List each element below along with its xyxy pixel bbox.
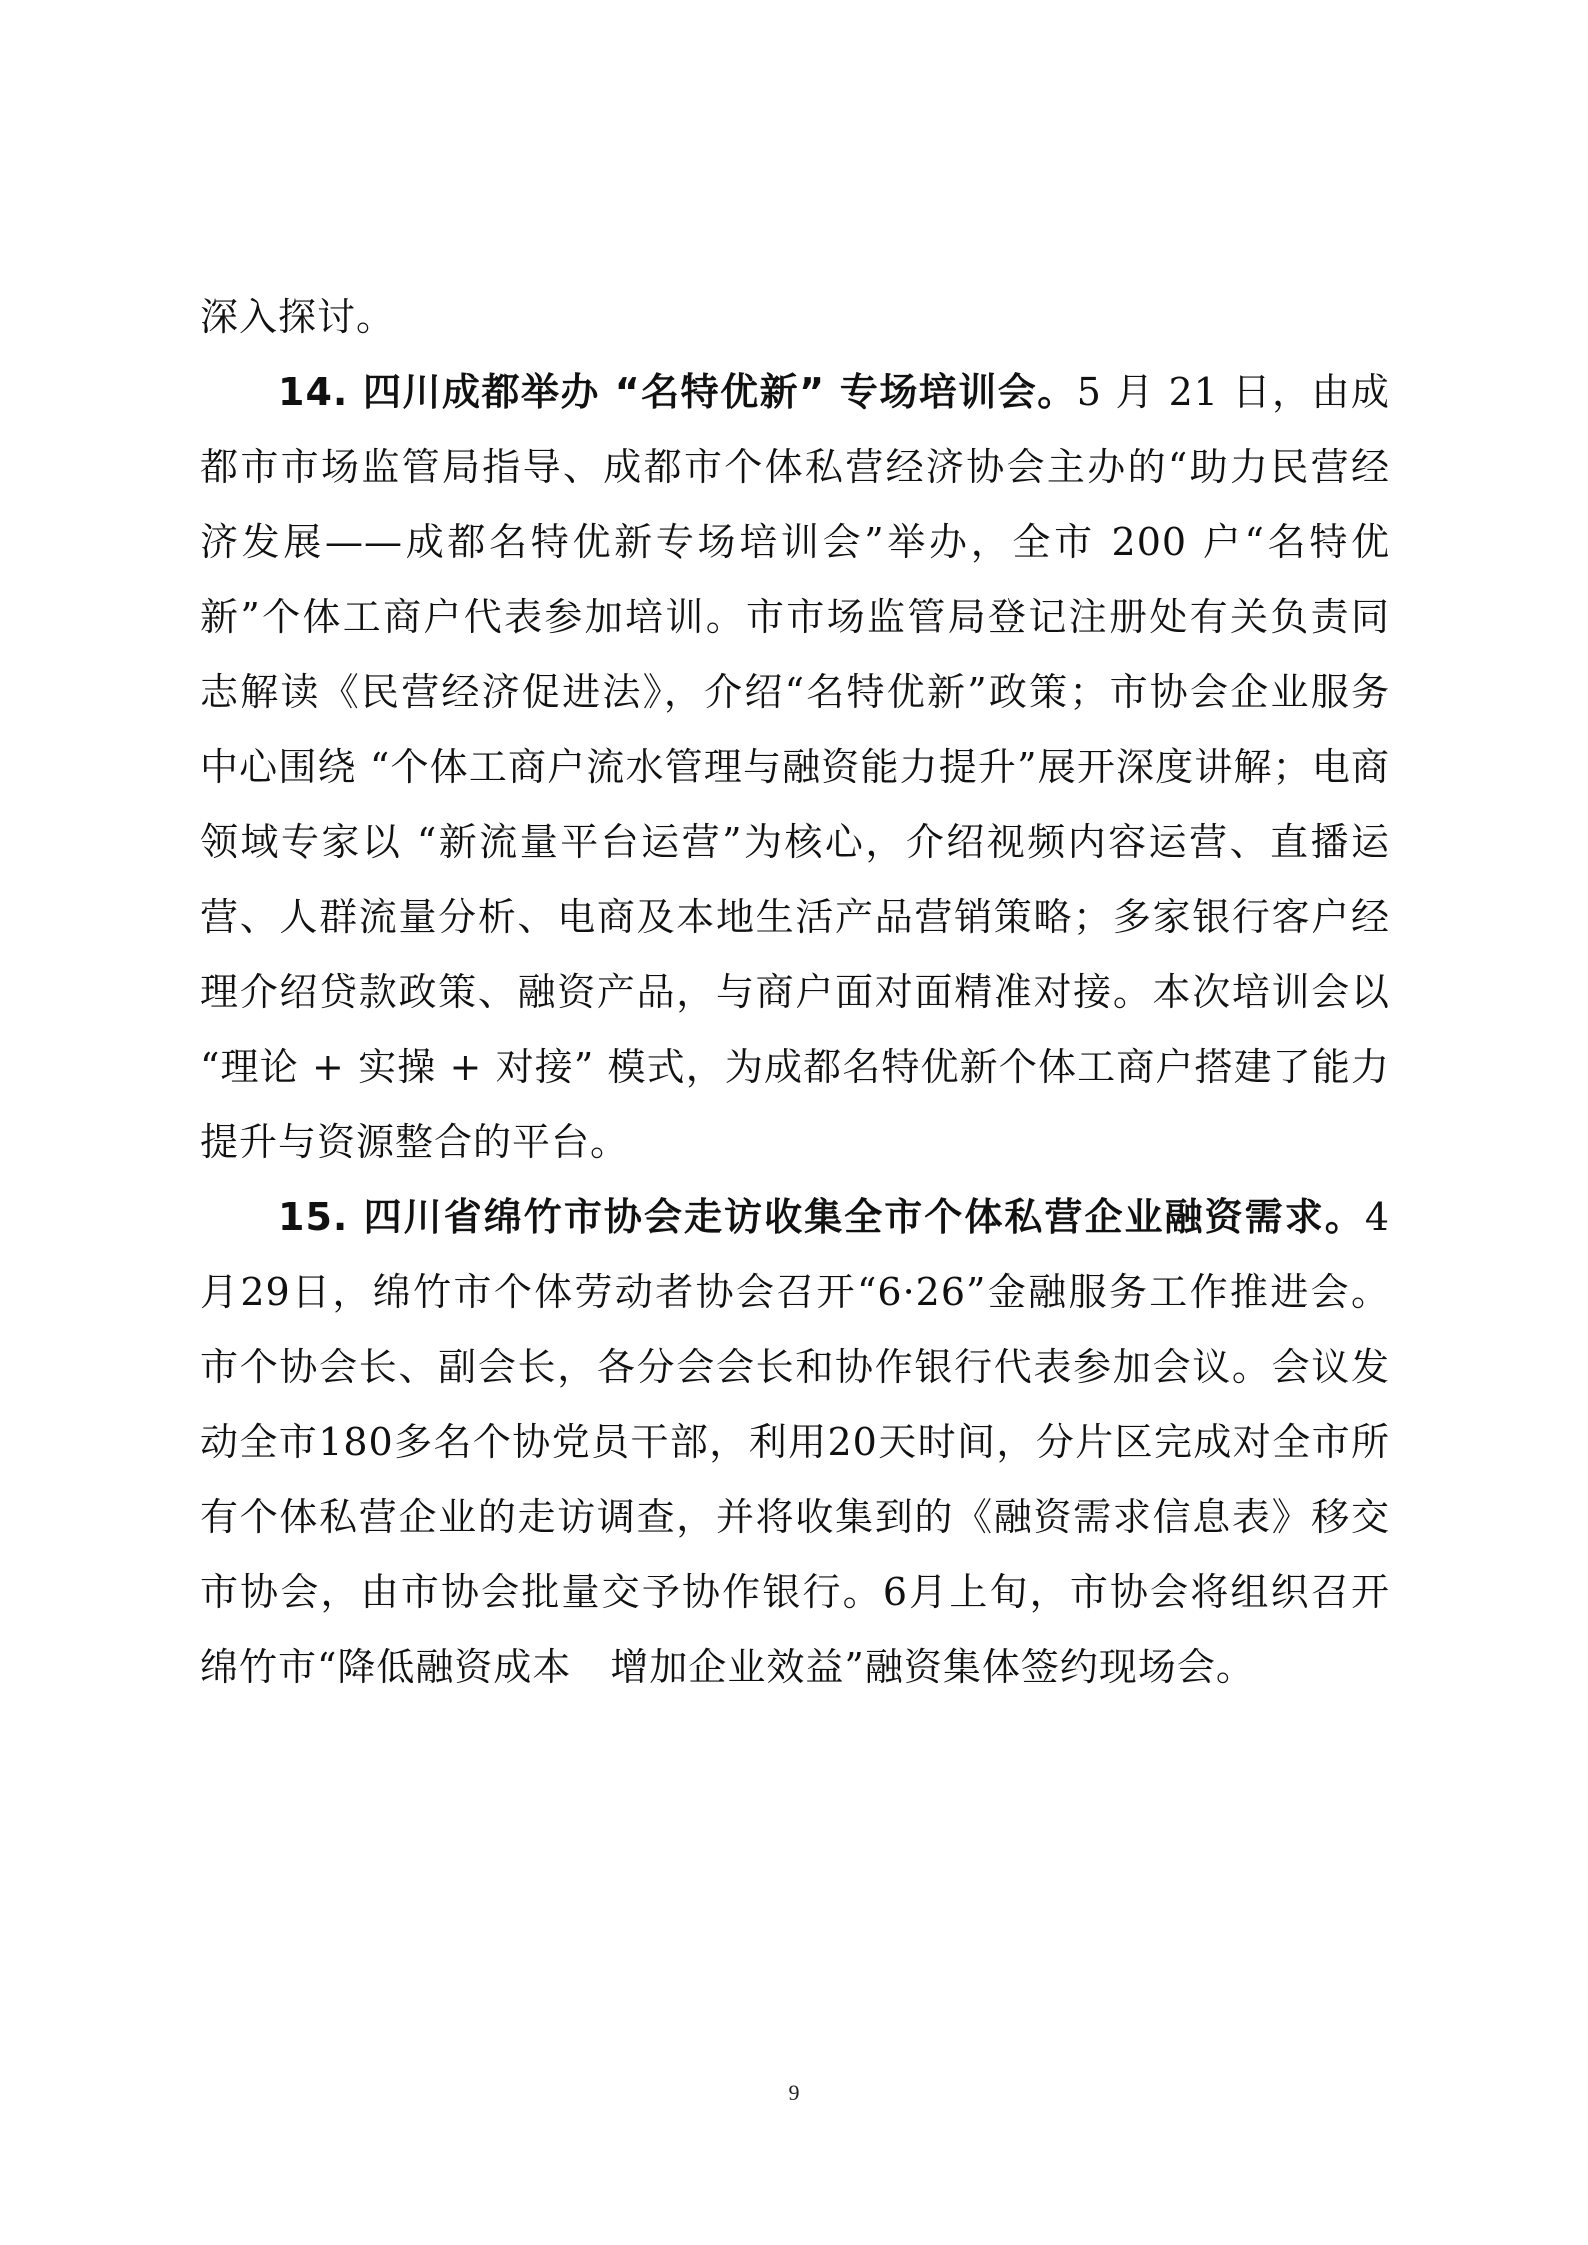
item-15-body: 4月29日，绵竹市个体劳动者协会召开“6·26”金融服务工作推进会。市个协会长、副会长，各分会会长和协作银行代表参加会议。会议发动全市180多名个协党员干部，利用20天时间，分片区完成对全市所有个体私营企业的走访调查，并将收集到的《融资需求信息表》移交市协会，由市协会批量交予协作银行。6月上旬，市协会将组织召开绵竹市“降低融资成本 增加企业效益”融资集体签约现场会。 bbox=[200, 1195, 1390, 1689]
continuation-paragraph: 深入探讨。 bbox=[200, 295, 396, 339]
item-14-body: 5 月 21 日，由成都市市场监管局指导、成都市个体私营经济协会主办的“助力民营经济发展——成都名特优新专场培训会”举办，全市 200 户“名特优新”个体工商户代表参加培训。市市场监管局登记注册处有关负责同志解读《民营经济促进法》，介绍“名特优新”政策；市协会企业服务中心围绕 “个体工商户流水管理与融资能力提升”展开深度讲解；电商领域专家以 “新流量平台运营”为核心，介绍视频内容运营、直播运营、人群流量分析、电商及本地生活产品营销策略；多家银行客户经理介绍贷款政策、融资产品，与商户面对面精准对接。本次培训会以 “理论 + 实操 + 对接” 模式，为成都名特优新个体工商户搭建了能力提升与资源整合的平台。 bbox=[200, 370, 1390, 1164]
item-14-heading: 14. 四川成都举办 “名特优新” 专场培训会。 bbox=[278, 370, 1077, 414]
item-15-paragraph bbox=[200, 1180, 1390, 1705]
body-text bbox=[200, 280, 1390, 1705]
item-15-heading: 15. 四川省绵竹市协会走访收集全市个体私营企业融资需求。 bbox=[278, 1195, 1365, 1239]
item-14-paragraph bbox=[200, 355, 1390, 1180]
page-number: 9 bbox=[788, 2080, 800, 2105]
